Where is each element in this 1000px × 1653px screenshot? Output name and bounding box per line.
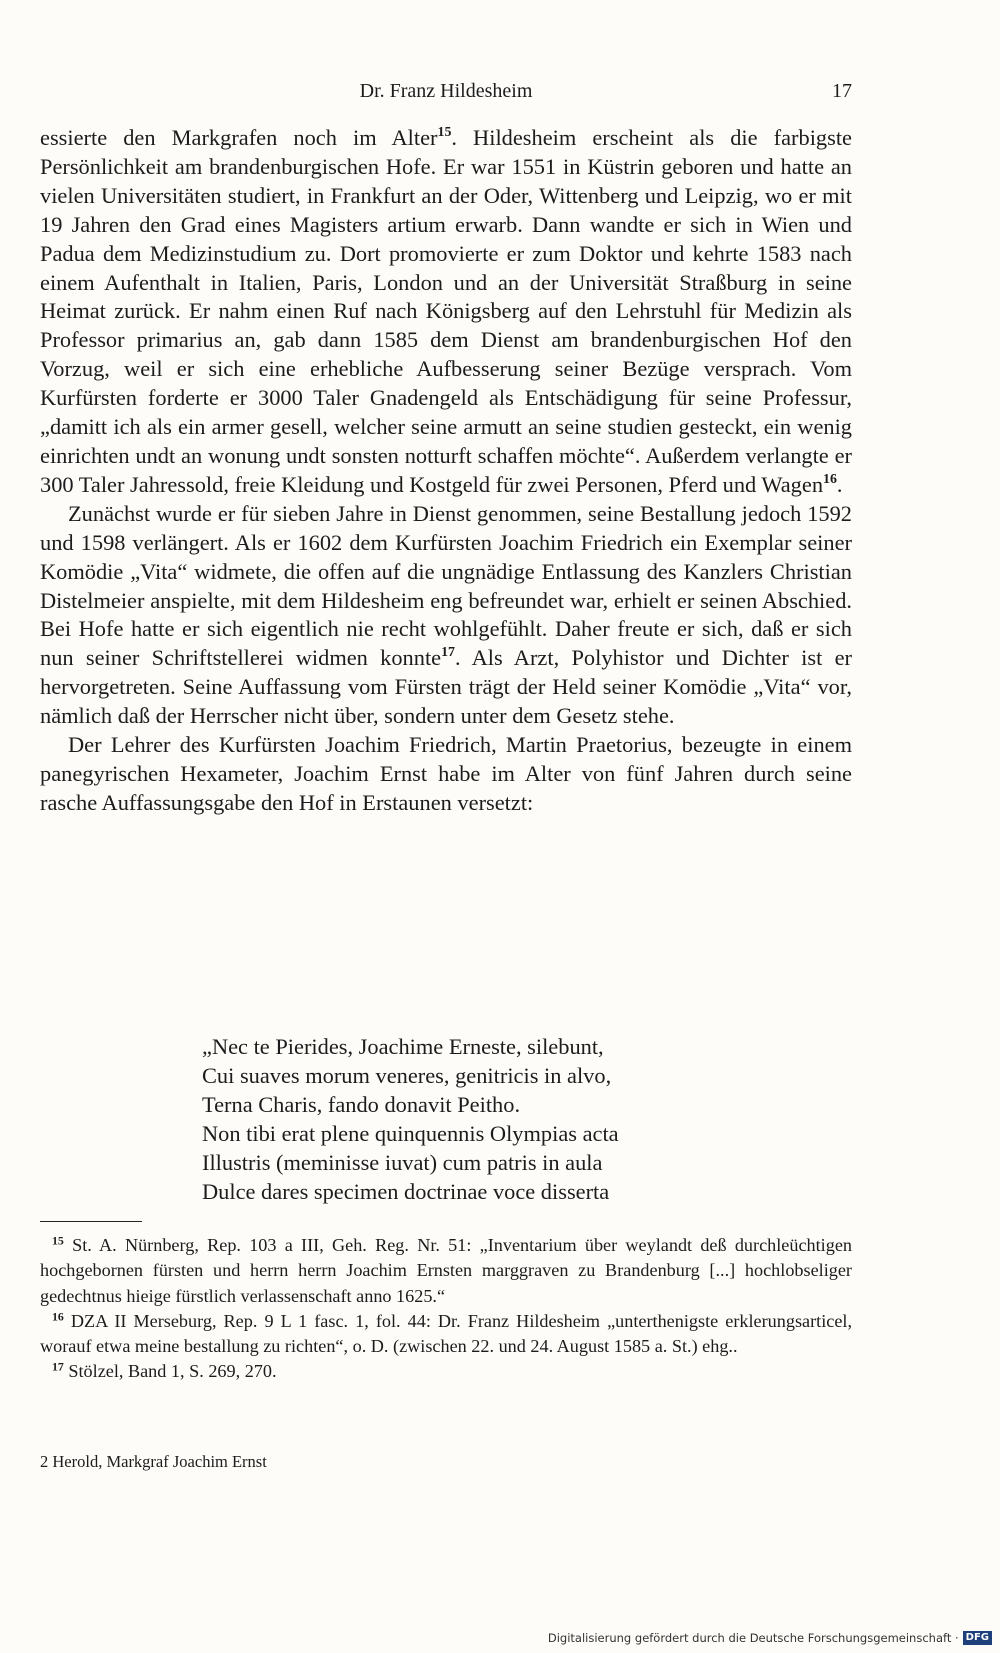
paragraph-text: essierte den Markgrafen noch im Alter	[40, 125, 438, 150]
paragraph-text: . Hildesheim erscheint als die farbigste Persönlichkeit am brandenburgischen Hofe. Er war 1551 in Küstrin geboren und hatte an vielen Universitäten studiert, in Frankfurt an der Oder, Wittenberg und Leipzig, wo er mit 19 Jahren den Grad eines Magisters artium erwarb. Dann wandte er sich in Wien und Padua dem Medizinstudium zu. Dort promovierte er zum Doktor und kehrte 1583 nach einem Aufenthalt in Italien, Paris, London und an der Universität Straßburg in seine Heimat zurück. Er nahm einen Ruf nach Königsberg auf den Lehrstuhl für Medizin als Professor primarius an, gab dann 1585 dem Dienst am brandenburgischen Hof den Vorzug, weil er sich eine erhebliche Aufbesserung seiner Bezüge versprach. Vom Kurfürsten forderte er 3000 Taler Gnadengeld als Entschädigung für seine Professur, „damitt ich als ein armer gesell, welcher seine armutt an seine studien gesteckt, ein wenig einrichten undt an wonung undt sonsten notturft schaffen möchte“. Außerdem verlangte er 300 Taler Jahressold, freie Kleidung und Kostgeld für zwei Personen, Pferd und Wagen	[40, 125, 852, 497]
digitization-credit	[548, 1630, 992, 1646]
footnote	[40, 1359, 852, 1384]
footnote	[40, 1233, 852, 1309]
body-paragraph	[40, 500, 852, 731]
verse-quotation	[202, 1033, 619, 1206]
verse-line: Non tibi erat plene quinquennis Olympias acta	[202, 1120, 619, 1146]
footnote-reference: 16	[823, 471, 837, 487]
paragraph-text: Zunächst wurde er für sieben Jahre in Dienst genommen, seine Bestallung jedoch 1592 und 1598 verlängert. Als er 1602 dem Kurfürsten Joachim Friedrich ein Exemplar seiner Komödie „Vita“ widmete, die offen auf die ungnädige Entlassung des Kanzlers Christian Distelmeier anspielte, mit dem Hildesheim eng befreundet war, erhielt er seinen Abschied. Bei Hofe hatte er sich eigentlich nie recht wohlgefühlt. Daher freute er sich, daß er sich nun seiner Schriftstellerei widmen konnte	[40, 500, 852, 671]
verse-line: Illustris (meminisse iuvat) cum patris in aula	[202, 1149, 603, 1175]
printer-signature: 2 Herold, Markgraf Joachim Ernst	[40, 1452, 267, 1471]
verse-line: Dulce dares specimen doctrinae voce disserta	[202, 1178, 610, 1204]
page-number: 17	[832, 80, 852, 102]
verse-line: Cui suaves morum veneres, genitricis in alvo,	[202, 1062, 612, 1088]
footnote-number: 17	[52, 1359, 64, 1374]
running-title: Dr. Franz Hildesheim	[359, 80, 533, 102]
body-paragraph	[40, 731, 852, 818]
body-paragraph	[40, 124, 852, 500]
body-text	[40, 124, 852, 818]
footnotes	[40, 1233, 852, 1385]
footnote-number: 16	[52, 1309, 64, 1324]
credit-text: Digitalisierung gefördert durch die Deutsche Forschungsgemeinschaft ·	[547, 1631, 959, 1645]
footnote	[40, 1309, 852, 1360]
footnote-reference: 15	[437, 124, 452, 140]
dfg-logo: DFG	[963, 1631, 992, 1645]
paragraph-text: Der Lehrer des Kurfürsten Joachim Friedrich, Martin Praetorius, bezeugte in einem panegyrischen Hexameter, Joachim Ernst habe im Alter von fünf Jahren durch seine rasche Auffassungsgabe den Hof in Erstaunen versetzt:	[40, 732, 852, 815]
paragraph-text: . Als Arzt, Polyhistor und Dichter ist er hervorgetreten. Seine Auffassung vom Fürsten trägt der Held seiner Komödie „Vita“ vor, nämlich daß der Herrscher nicht über, sondern unter dem Gesetz stehe.	[40, 645, 852, 729]
footnote-number: 15	[52, 1233, 64, 1248]
footnote-text: DZA II Merseburg, Rep. 9 L 1 fasc. 1, fol. 44: Dr. Franz Hildesheim „unterthenigste erklerungsarticel, worauf etwa meine bestallung zu richten“, o. D. (zwischen 22. und 24. August 1585 a. St.) ehg..	[40, 1310, 852, 1357]
paragraph-text: .	[836, 471, 843, 497]
verse-line: Terna Charis, fando donavit Peitho.	[202, 1091, 521, 1117]
verse-line: „Nec te Pierides, Joachime Erneste, silebunt,	[202, 1034, 604, 1059]
footnote-reference: 17	[441, 645, 455, 661]
footnote-separator	[40, 1221, 142, 1222]
footnote-text: St. A. Nürnberg, Rep. 103 a III, Geh. Reg. Nr. 51: „Inventarium über weylandt deß durchleüchtigen hochgebornen fürsten und herrn herrn Joachim Ernsten marggraven zu Brandenburg [...] hochlobseliger gedechtnus hieige fürstlich verlassenschaft anno 1625.“	[40, 1235, 852, 1306]
footnote-text: Stölzel, Band 1, S. 269, 270.	[63, 1361, 277, 1382]
